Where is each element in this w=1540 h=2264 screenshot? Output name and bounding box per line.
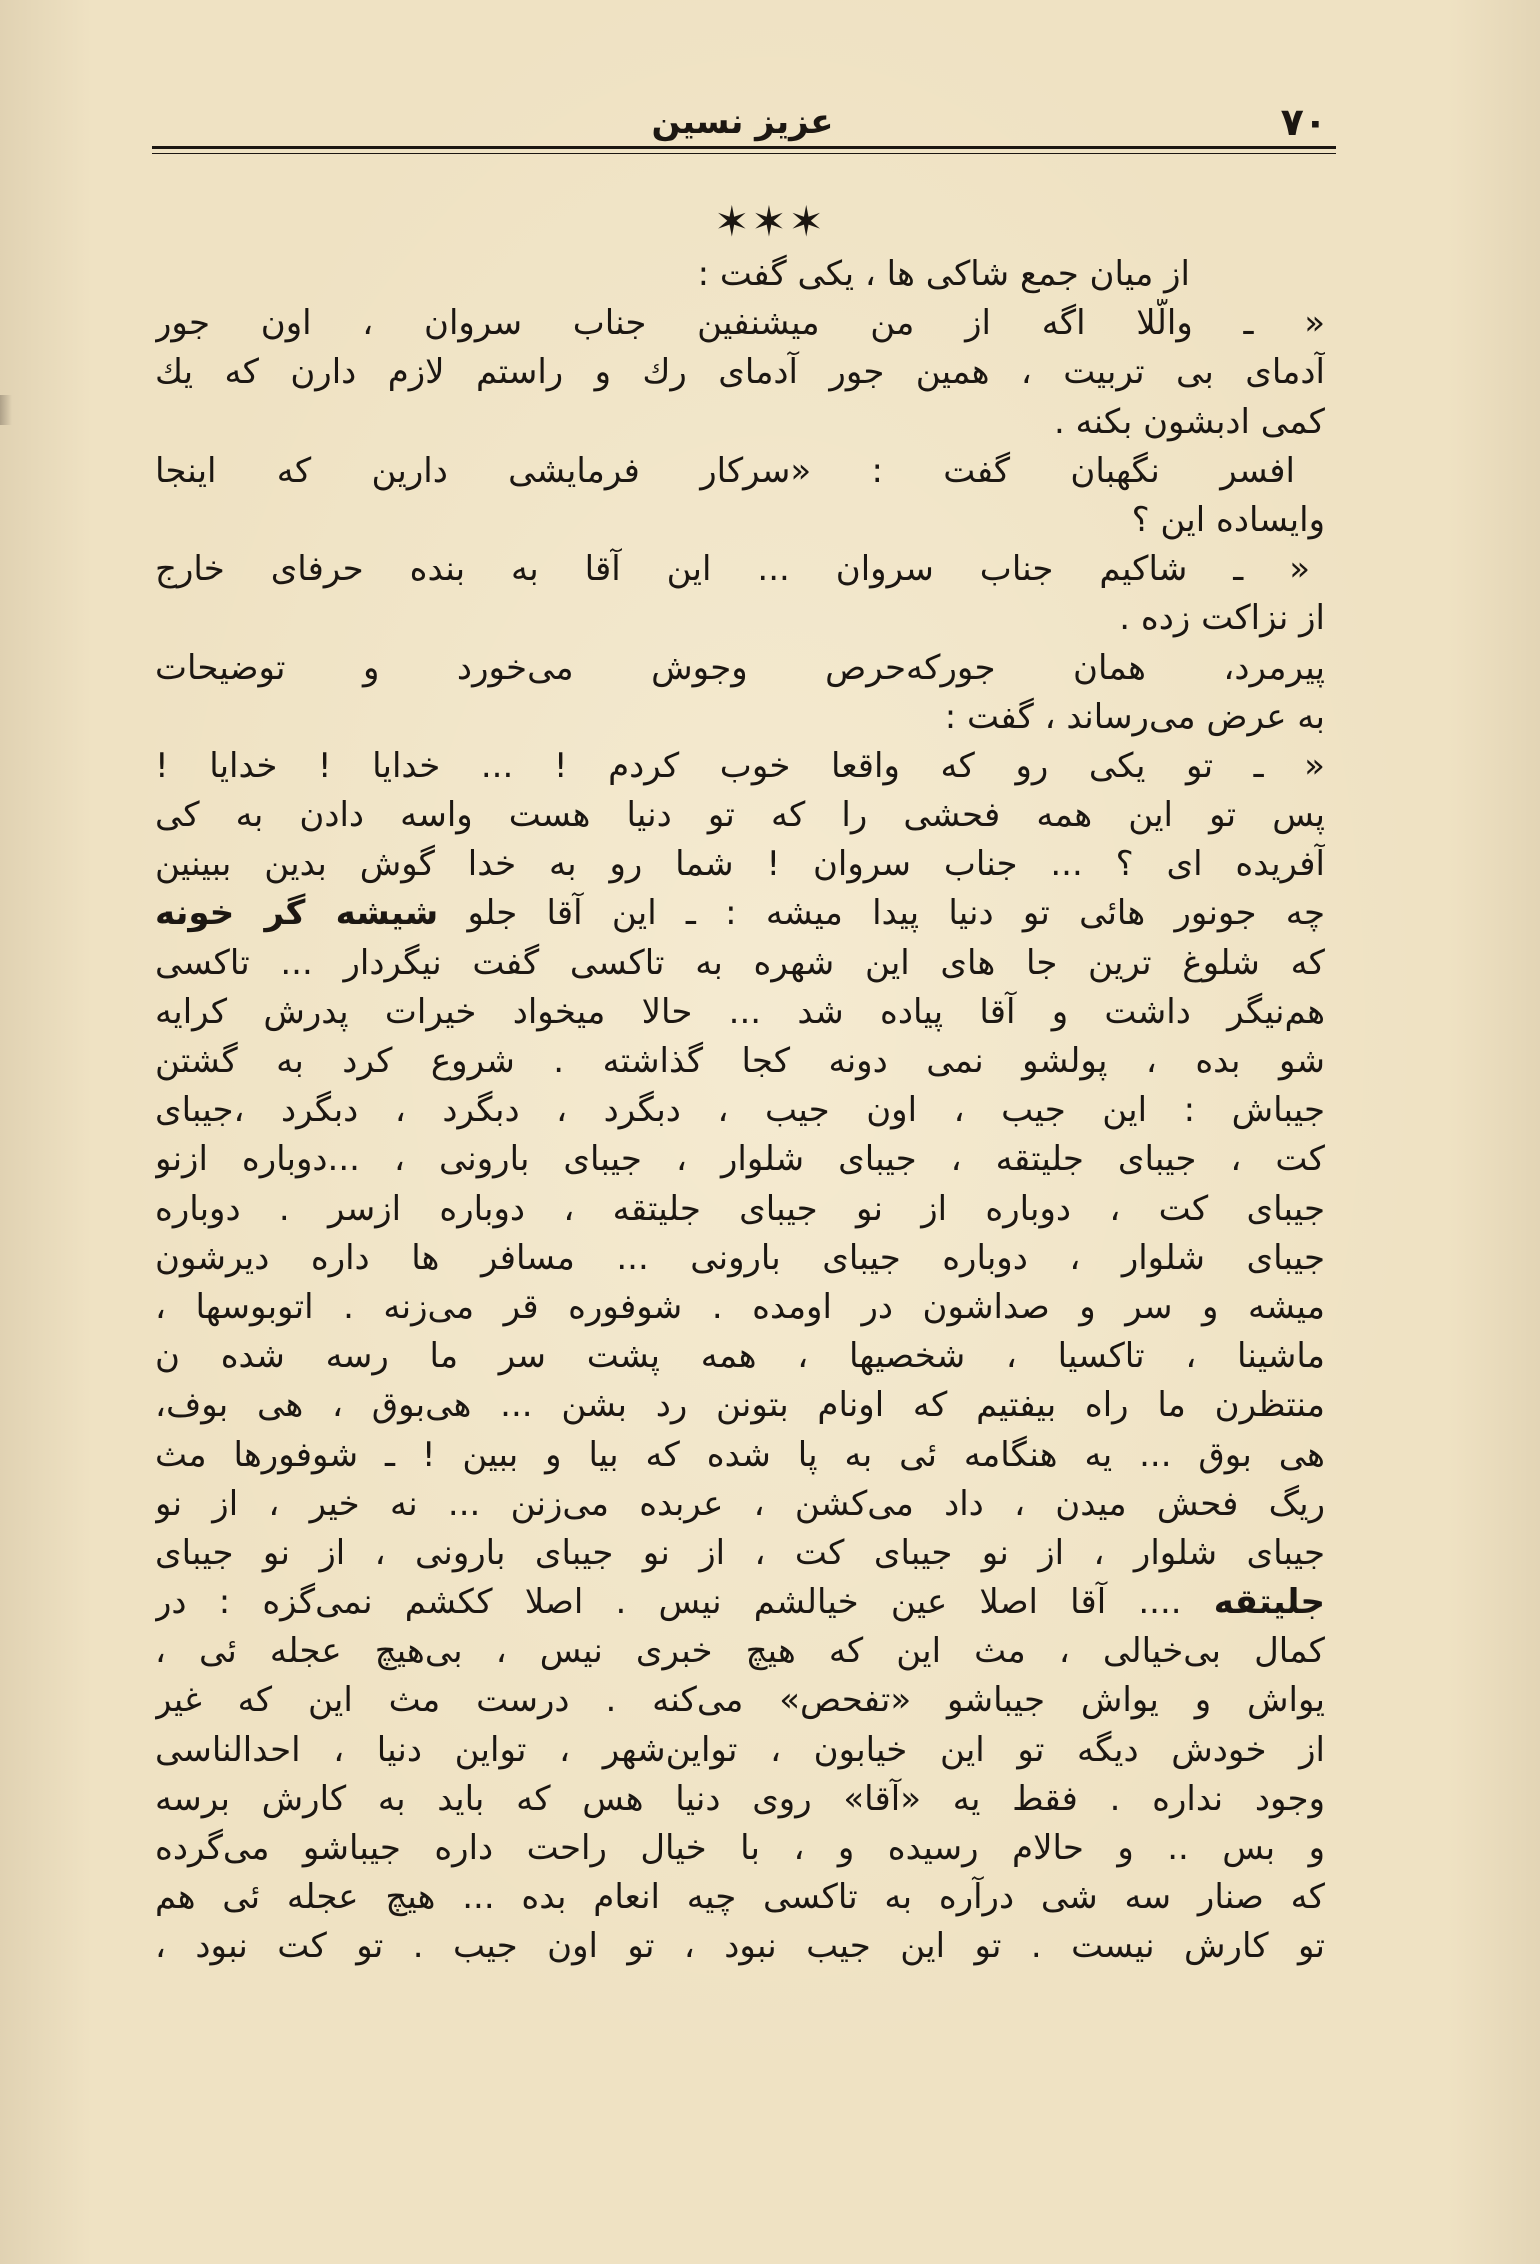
running-title: عزیز نسین (651, 102, 834, 142)
text-segment: .... آقا اصلا عین خیالشم نیس . اصلا ککشم نمی‌گزه : در (155, 1582, 1214, 1623)
text-line: از نزاکت زده . (1119, 598, 1325, 639)
text-line: آدمای بی تربیت ، همین جور آدمای رك و راستم لازم دارن که یك (155, 352, 1325, 393)
text-line: آفریده ای ؟ ... جناب سروان ! شما رو به خدا گوش بدین ببینین (155, 844, 1325, 885)
text-line: جیباش : این جیب ، اون جیب ، دبگرد ، دبگرد ، دبگرد ،جیبای (155, 1090, 1325, 1131)
header-rule-thin (152, 153, 1336, 154)
text-line: وجود نداره . فقط یه «آقا» روی دنیا هس که باید به کارش برسه (155, 1778, 1325, 1819)
text-line: از خودش دیگه تو این خیابون ، تواین‌شهر ، تواین دنیا ، احدالناسی (155, 1729, 1325, 1770)
text-line: « ـ والّلا اگه از من میشنفین جناب سروان ، اون جور (155, 303, 1325, 344)
text-line: که شلوغ ترین جا های این شهره به تاکسی گفت نیگردار ... تاکسی (155, 942, 1325, 983)
text-line: کمال بی‌خیالی ، مث این که هیچ خبری نیس ، بی‌هیچ عجله ئی ، (155, 1631, 1325, 1672)
text-line: از میان جمع شاکی ها ، یکی گفت : (697, 254, 1190, 294)
text-line: یواش و یواش جیباشو «تفحص» می‌کنه . درست مث این که غیر (155, 1680, 1325, 1721)
text-line: منتظرن ما راه بیفتیم که اونام بتونن رد بشن ... هی‌بوق ، هی بوف، (155, 1385, 1325, 1426)
text-line: جیبای شلوار ، دوباره جیبای بارونی ... مسافر ها داره دیرشون (155, 1237, 1325, 1278)
text-line: هی بوق ... یه هنگامه ئی به پا شده که بیا و ببین ! ـ شوفورها مث (155, 1434, 1325, 1475)
page-header (150, 100, 1335, 150)
section-ornament: ✶✶✶ (714, 197, 826, 246)
text-line: شو بده ، پولشو نمی دونه کجا گذاشته . شروع کرد به گشتن (155, 1041, 1325, 1081)
text-line: تو کارش نیست . تو این جیب نبود ، تو اون جیب . تو کت نبود ، (155, 1926, 1325, 1967)
text-line: « ـ شاکیم جناب سروان ... این آقا به بنده حرفای خارج (155, 549, 1310, 590)
header-rule (152, 146, 1336, 149)
text-line: جیبای کت ، دوباره از نو جیبای جلیتقه ، دوباره ازسر . دوباره (155, 1188, 1325, 1229)
text-line: هم‌نیگر داشت و آقا پیاده شد ... حالا میخواد خیرات پدرش کرایه (155, 991, 1325, 1032)
text-line: « ـ تو یکی رو که واقعا خوب کردم ! ... خدایا ! خدایا ! (155, 745, 1325, 786)
text-line: افسر نگهبان گفت : «سرکار فرمایشی دارین که اینجا (155, 450, 1295, 491)
text-line: که صنار سه شی درآره به تاکسی چیه انعام بده ... هیچ عجله ئی هم (155, 1877, 1325, 1918)
text-line: وایساده این ؟ (1131, 499, 1325, 540)
text-line: کت ، جیبای جلیتقه ، جیبای شلوار ، جیبای بارونی ، ...دوباره ازنو (155, 1139, 1325, 1180)
text-line: ریگ فحش میدن ، داد می‌کشن ، عربده می‌زنن ... نه خیر ، از نو (155, 1483, 1325, 1524)
text-line: پیرمرد، همان جورکه‌حرص وجوش می‌خورد و توضیحات (155, 647, 1325, 688)
text-line: پس تو این همه فحشی را که تو دنیا هست واسه دادن به کی (155, 795, 1325, 836)
text-line (155, 1578, 1325, 1627)
text-line: میشه و سر و صداشون در اومده . شوفوره قر می‌زنه . اتوبوسها ، (155, 1286, 1325, 1327)
text-line: کمی ادبشون بکنه . (1053, 401, 1325, 442)
body-text (155, 250, 1325, 1972)
text-line: جیبای شلوار ، از نو جیبای کت ، از نو جیبای بارونی ، از نو جیبای (155, 1532, 1325, 1573)
bold-phrase: جلیتقه (1213, 1582, 1325, 1623)
text-segment: چه جونور هائی تو دنیا پیدا میشه : ـ این آقا جلو (438, 893, 1325, 934)
bold-phrase: شیشه گر خونه (155, 893, 439, 934)
text-line (155, 889, 1325, 938)
text-line: به عرض می‌رساند ، گفت : (944, 696, 1325, 737)
page-number: ۷۰ (1280, 100, 1327, 144)
page-edge-shadow (0, 395, 12, 425)
text-line: و بس .. و حالام رسیده و ، با خیال راحت داره جیباشو می‌گرده (155, 1828, 1325, 1868)
text-line: ماشینا ، تاکسیا ، شخصیها ، همه پشت سر ما رسه شده ن (155, 1336, 1325, 1377)
